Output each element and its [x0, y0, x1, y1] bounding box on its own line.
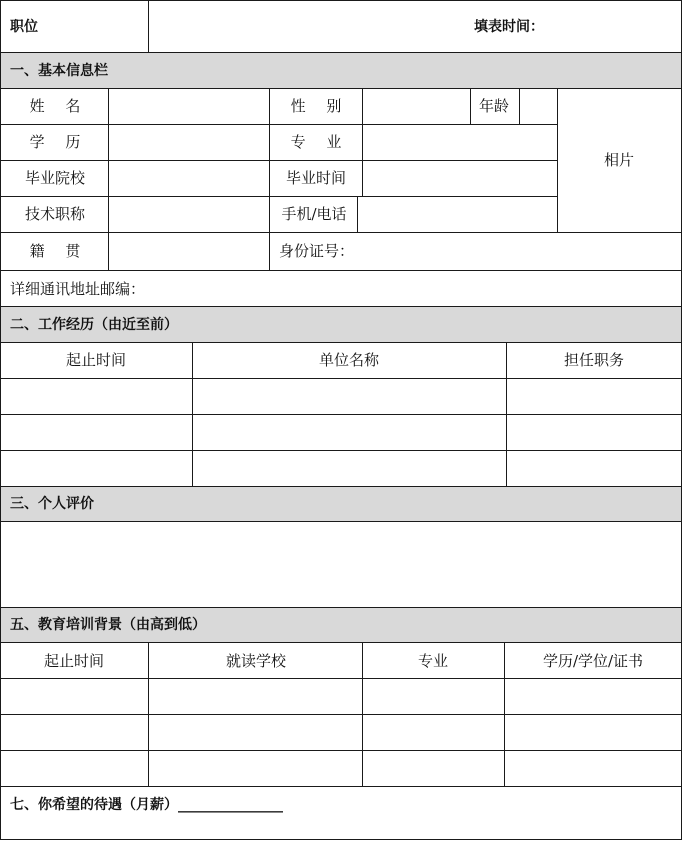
work-header-period: 起止时间 — [65, 351, 127, 369]
edu-cell[interactable] — [363, 679, 504, 714]
edu-cell[interactable] — [363, 715, 504, 750]
label-native: 籍 贯 — [29, 242, 81, 260]
edu-header-degree: 学历/学位/证书 — [542, 652, 644, 670]
label-id-no: 身份证号： — [279, 242, 355, 260]
rule — [0, 342, 682, 343]
work-header-company: 单位名称 — [318, 351, 380, 369]
edu-cell[interactable] — [1, 715, 148, 750]
rule — [0, 52, 682, 53]
section-title-basic: 一、基本信息栏 — [10, 63, 108, 79]
rule — [0, 88, 682, 89]
work-cell[interactable] — [193, 451, 506, 486]
evaluation-field[interactable] — [1, 522, 681, 607]
work-cell[interactable] — [507, 451, 680, 486]
position-label: 职位 — [10, 19, 38, 35]
rule — [0, 642, 682, 643]
edu-cell[interactable] — [505, 679, 680, 714]
label-phone: 手机/电话 — [281, 205, 347, 223]
address-field[interactable] — [150, 271, 680, 306]
edu-cell[interactable] — [505, 715, 680, 750]
section-title-education: 五、教育培训背景（由高到低） — [10, 617, 206, 633]
label-gender: 性 别 — [290, 97, 342, 115]
work-cell[interactable] — [1, 415, 192, 450]
edu-cell[interactable] — [505, 751, 680, 786]
section-title-salary: 七、你希望的待遇（月薪）_______________ — [10, 797, 283, 813]
rule — [0, 607, 682, 608]
edu-cell[interactable] — [1, 751, 148, 786]
work-cell[interactable] — [1, 379, 192, 414]
name-field[interactable] — [109, 89, 269, 124]
phone-field[interactable] — [358, 197, 557, 232]
salary-field[interactable] — [200, 790, 320, 816]
edu-cell[interactable] — [149, 679, 362, 714]
native-field[interactable] — [109, 233, 269, 270]
work-cell[interactable] — [507, 379, 680, 414]
rule — [557, 88, 558, 232]
work-header-role: 担任职务 — [563, 351, 625, 369]
work-cell[interactable] — [1, 451, 192, 486]
title-field[interactable] — [109, 197, 269, 232]
edu-cell[interactable] — [363, 751, 504, 786]
rule — [0, 486, 682, 487]
work-cell[interactable] — [193, 415, 506, 450]
id-no-field[interactable] — [355, 233, 680, 270]
fill-date-field[interactable] — [545, 1, 680, 52]
work-cell[interactable] — [193, 379, 506, 414]
gender-field[interactable] — [363, 89, 470, 124]
label-age: 年龄 — [478, 97, 510, 115]
degree-field[interactable] — [109, 125, 269, 160]
edu-cell[interactable] — [149, 715, 362, 750]
edu-header-major: 专业 — [417, 652, 449, 670]
rule — [0, 306, 682, 307]
border-bottom — [0, 839, 682, 840]
edu-header-school: 就读学校 — [225, 652, 287, 670]
label-degree: 学 历 — [29, 133, 81, 151]
fill-date-label: 填表时间： — [474, 19, 544, 35]
edu-cell[interactable] — [149, 751, 362, 786]
rule — [470, 88, 471, 124]
position-field[interactable] — [149, 1, 469, 52]
label-name: 姓 名 — [29, 97, 81, 115]
edu-cell[interactable] — [1, 679, 148, 714]
grad-time-field[interactable] — [363, 161, 557, 196]
work-cell[interactable] — [507, 415, 680, 450]
rule — [269, 88, 270, 270]
label-grad-time: 毕业时间 — [285, 169, 347, 187]
label-school: 毕业院校 — [24, 169, 86, 187]
section-title-work: 二、工作经历（由近至前） — [10, 317, 178, 333]
section-title-evaluation: 三、个人评价 — [10, 496, 94, 512]
rule — [0, 786, 682, 787]
school-field[interactable] — [109, 161, 269, 196]
age-field[interactable] — [520, 89, 557, 124]
label-address: 详细通讯地址邮编： — [10, 280, 146, 298]
major-field[interactable] — [363, 125, 557, 160]
edu-header-period: 起止时间 — [43, 652, 105, 670]
label-major: 专 业 — [290, 133, 342, 151]
label-photo: 相片 — [603, 151, 635, 169]
label-title: 技术职称 — [24, 205, 86, 223]
section-bar-evaluation — [1, 487, 681, 521]
